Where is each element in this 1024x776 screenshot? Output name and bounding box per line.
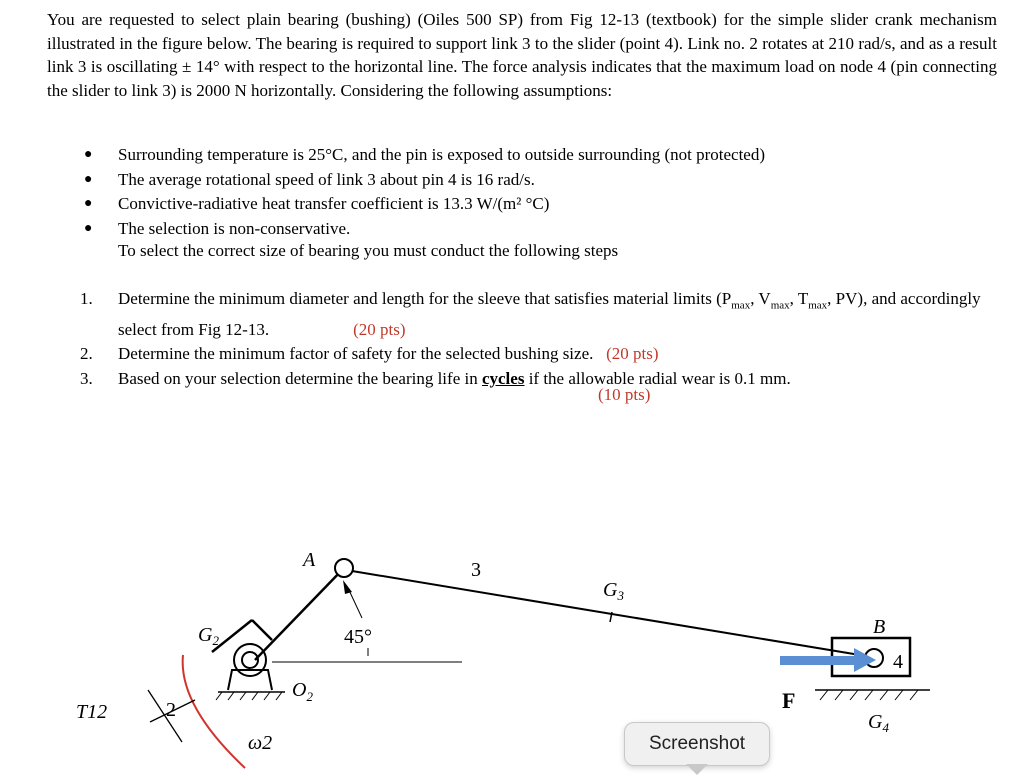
assumption-item: ● The average rotational speed of link 3 about pin 4 is 16 rad/s. (78, 168, 978, 193)
slider-crank-figure (0, 530, 1024, 776)
label-a: A (303, 549, 316, 571)
pin-a (335, 559, 353, 577)
task-item: 3. Based on your selection determine the bearing life in cycles if the allowable radial wear is 0.1 mm. (80, 368, 791, 388)
label-o2: $O_2$ (292, 679, 313, 704)
bullet-icon: ● (84, 220, 93, 236)
label-link-3: 3 (471, 559, 481, 581)
steps-intro: To select the correct size of bearing you must conduct the following steps (118, 241, 619, 260)
bullet-icon: ● (84, 171, 93, 187)
label-t12: T12 (76, 701, 108, 723)
task-list (78, 287, 998, 391)
label-link-2: 2 (166, 699, 176, 721)
problem-intro: You are requested to select plain bearing (bushing) (Oiles 500 SP) from Fig 12-13 (textbook) for the simple slider crank mechanism illustrated in the figure below. The bearing is required to support link 3 to the slider (point 4). Link no. 2 rotates at 210 rad/s, and as a result link 3 is oscillating ± 14° with respect to the horizontal line. The force analysis indicates that the maximum load on node 4 (pin connecting the slider to link 3) is 2000 N horizontally. Considering the following assumptions: (47, 10, 997, 100)
task-item: 1. Determine the minimum diameter and length for the sleeve that satisfies material limits ($P_{max}$, $V_{max}$, $T_{max}$, PV), and accordingly select from Fig 12-13. (20 pts) (80, 289, 981, 339)
screenshot-tooltip[interactable]: Screenshot (624, 722, 770, 766)
assumptions-list (78, 143, 978, 241)
angle-arrowhead (343, 580, 352, 594)
bullet-icon: ● (84, 147, 93, 162)
label-g3: $G_3$ (603, 579, 624, 603)
crank-link-2 (255, 569, 343, 660)
torque-arc (183, 655, 245, 768)
cycles-emphasis: cycles (481, 368, 525, 388)
label-g2: $G_2$ (198, 624, 219, 648)
label-omega: ω2 (248, 732, 273, 754)
points-label: (20 pts) (606, 344, 659, 364)
pivot-o2-outer (234, 644, 266, 676)
pivot-support (228, 670, 272, 690)
label-f: F (782, 688, 796, 713)
slider-ground-hatch (820, 690, 918, 700)
label-angle: 45° (344, 626, 372, 648)
points-label: (20 pts) (353, 319, 406, 339)
label-slider-4: 4 (893, 651, 903, 673)
crank-link-2-edge (252, 620, 272, 640)
task-item: 2. Determine the minimum factor of safety for the selected bushing size. (20 pts) (80, 344, 659, 364)
assumption-item: ● Surrounding temperature is 25°C, and the pin is exposed to outside surrounding (not protected) (78, 143, 978, 168)
tooltip-tail (686, 764, 708, 775)
force-arrow-shaft (780, 656, 858, 665)
points-label: (10 pts) (598, 385, 651, 404)
assumption-item: ● Convictive-radiative heat transfer coefficient is 13.3 W/(m² °C) (78, 192, 978, 217)
label-g4: $G_4$ (868, 711, 889, 735)
assumption-item: ● The selection is non-conservative. (78, 217, 978, 242)
ground-hatch (216, 692, 282, 700)
torque-tick (148, 690, 182, 742)
bullet-icon: ● (84, 196, 93, 211)
label-b: B (873, 616, 886, 638)
